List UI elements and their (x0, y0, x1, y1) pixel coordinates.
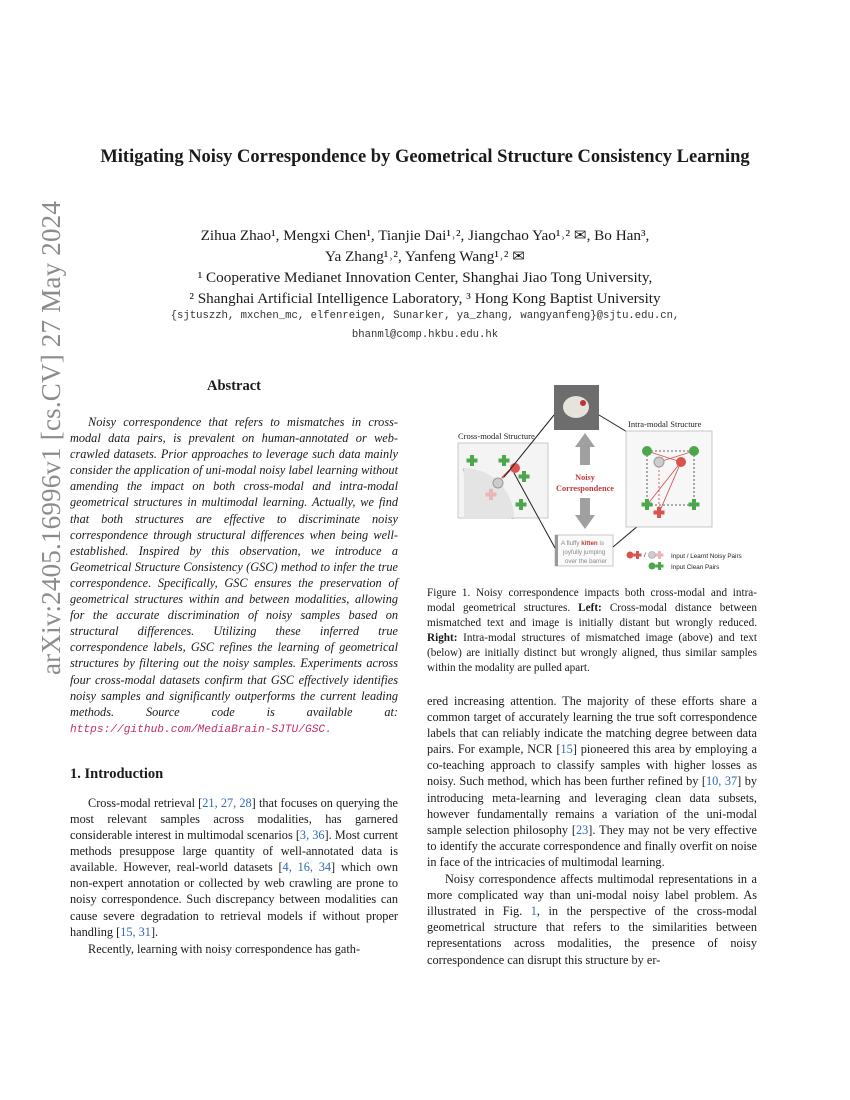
caption-right-label: Right: (427, 632, 458, 644)
legend-noisy-label: Input / Learnt Noisy Pairs (671, 553, 742, 560)
citation-link[interactable]: 3, 36 (299, 828, 325, 843)
intro-paragraph-2-cont (427, 693, 757, 870)
citation-link[interactable]: 23 (575, 822, 589, 837)
abstract-heading: Abstract (207, 378, 261, 394)
intro-paragraph-1 (70, 795, 398, 940)
source-code-link[interactable]: https://github.com/MediaBrain-SJTU/GSC. (70, 723, 332, 736)
emails-line-2: bhanml@comp.hkbu.edu.hk (351, 329, 499, 341)
legend-clean-label: Input Clean Pairs (671, 564, 720, 571)
introduction-heading: 1. Introduction (70, 765, 164, 782)
kitten-photo-subject (563, 396, 589, 418)
citation-link[interactable]: 21, 27, 28 (202, 795, 252, 810)
caption-right-text: Intra-modal structures of mismatched image (above) and text (below) are initially distinct but wrongly aligned, thus similar samples within the modality are pulled apart. (427, 632, 757, 674)
intro-paragraph-3 (427, 871, 757, 968)
text-caption-bar (555, 535, 558, 566)
text-run: ered increasing attention. The majority of these efforts share a common target of accurately learning the true soft correspondence labels that can reliably indicate the matching degree between data pairs. For example, NCR [ (427, 694, 757, 757)
intra-modal-label: Intra-modal Structure (628, 419, 702, 429)
legend-noisy-plus-icon (656, 551, 664, 559)
intro-paragraph-2-start: Recently, learning with noisy correspondence has gath- (88, 941, 361, 956)
abstract-body (70, 414, 398, 738)
author-block (90, 225, 760, 309)
legend-noisy-plus-icon (634, 551, 642, 559)
abstract-text: Noisy correspondence that refers to mismatches in cross-modal data pairs, is prevalent on human-annotated or web-crawled datasets. Prior approaches to leverage such data mainly consider the application of uni-modal noisy label learning without amending the impact on both cross-modal and intra-modal geometrical structures in multimodal learning. Actually, we find that both structures are effective to discriminate noisy correspondence through structural differences when being well-established. Inspired by this observation, we introduce a Geometrical Structure Consistency (GSC) method to infer the true correspondence. Specifically, GSC ensures the preservation of geometrical structures within and between modalities, allowing for the accurate discrimination of noisy samples based on structural differences. Utilizing these inferred true correspondence labels, GSC refines the learning of geometrical structures by filtering out the noisy samples. Experiments across four cross-modal datasets confirm that GSC effectively identifies noisy samples and significantly outperforms the current leading methods. Source code is available at: (70, 415, 398, 719)
citation-link[interactable]: 4, 16, 34 (282, 860, 332, 875)
affiliation-2: ² Shanghai Artificial Intelligence Laboratory, ³ Hong Kong Baptist University (189, 290, 661, 307)
email-block (90, 307, 760, 345)
left-column (70, 378, 398, 957)
text-run: , in the perspective of the cross-modal geometrical structure that refers to the similarities between representations across modalities, the presence of noisy correspondence can disrupt this structure by er- (427, 904, 757, 967)
emails-line-1: {sjtuszzh, mxchen_mc, elfenreigen, Sunarker, ya_zhang, wangyanfeng}@sjtu.edu.cn, (170, 310, 680, 322)
authors-line-2: Ya Zhang¹˒², Yanfeng Wang¹˒² ✉ (325, 248, 525, 265)
figure-link[interactable]: 1 (530, 904, 537, 919)
center-label-correspondence: Correspondence (556, 484, 614, 493)
arxiv-identifier: arXiv:2405.16996v1 [cs.CV] 27 May 2024 (36, 200, 66, 675)
affiliation-1: ¹ Cooperative Medianet Innovation Center, Shanghai Jiao Tong University, (197, 269, 653, 286)
text-run: ] by introducing meta-learning and leveraging clean data subsets, however fundamentally remains a variation of the uni-modal sample selection philosophy [ (427, 774, 757, 837)
legend-clean-dot (649, 563, 656, 570)
paper-title: Mitigating Noisy Correspondence by Geometrical Structure Consistency Learning (100, 147, 750, 167)
text-run: Noisy correspondence affects multimodal representations in a more complicated way than uni-modal noisy label problem. As illustrated in Fig. (427, 872, 757, 919)
authors-line-1: Zihua Zhao¹, Mengxi Chen¹, Tianjie Dai¹˒², Jiangchao Yao¹˒² ✉, Bo Han³, (200, 227, 650, 244)
citation-link[interactable]: 15, 31 (120, 924, 151, 939)
clean-image-dot (642, 446, 652, 456)
legend-slash: / (644, 552, 646, 559)
kitten-photo-detail (580, 400, 586, 406)
caption-left-label: Left: (578, 602, 602, 614)
caption-left-text: Cross-modal distance between mismatched text and image is initially distant but wrongly reduced. (427, 602, 757, 629)
citation-link[interactable]: 10, 37 (706, 774, 738, 789)
right-column (427, 693, 757, 968)
figure-1-caption (427, 586, 757, 676)
legend-noisy-image-dot (649, 552, 656, 559)
clean-image-dot (689, 446, 699, 456)
caption-text-3: over the barrier (565, 558, 607, 565)
intra-modal-panel (626, 431, 712, 527)
text-run: ] pioneered this area by employing a co-teaching approach to classify samples with higher losses as noisy. Such method, which has been further refined by [ (427, 742, 757, 789)
figure-1-diagram (452, 385, 782, 580)
caption-word: is (599, 540, 604, 547)
noisy-image-dot (493, 478, 503, 488)
up-arrow (575, 433, 595, 465)
noisy-image-dot (654, 457, 664, 467)
down-arrow (575, 498, 595, 529)
caption-text-2: joyfully jumping (563, 549, 606, 556)
text-run: ] which own non-expert annotation or collected by web crawling are prone to noisy correspondence. Such discrepancy between modalities can cause severe degradation to retrieval models if without proper handling [ (70, 860, 398, 939)
caption-text-1 (561, 540, 604, 547)
noisy-text-dot (676, 457, 686, 467)
text-run: ]. (150, 924, 159, 939)
text-run: ] that focuses on querying the most relevant samples across modalities, has garnered considerable interest in multimodal scenarios [ (70, 795, 398, 843)
legend-clean-plus-icon (656, 562, 664, 570)
caption-kitten: kitten (581, 540, 598, 547)
cross-modal-label: Cross-modal Structure (458, 431, 535, 441)
citation-link[interactable]: 15 (560, 742, 573, 757)
caption-word: A fluffy (561, 540, 580, 547)
text-run: Cross-modal retrieval [ (88, 795, 203, 810)
figure-1 (452, 385, 782, 580)
legend-noisy-dot (627, 552, 634, 559)
center-label-noisy: Noisy (575, 473, 595, 482)
text-run: ]. Most current methods presuppose large quantity of well-annotated data is available. However, real-world datasets [ (70, 828, 399, 875)
text-run: ]. They may not be very effective to identify the accurate correspondence and finally overfit on noise in face of the intricacies of multimodal learning. (427, 822, 757, 869)
caption-prefix: Figure 1. Noisy correspondence impacts both cross-modal and intra-modal geometrical structures. (427, 587, 757, 614)
